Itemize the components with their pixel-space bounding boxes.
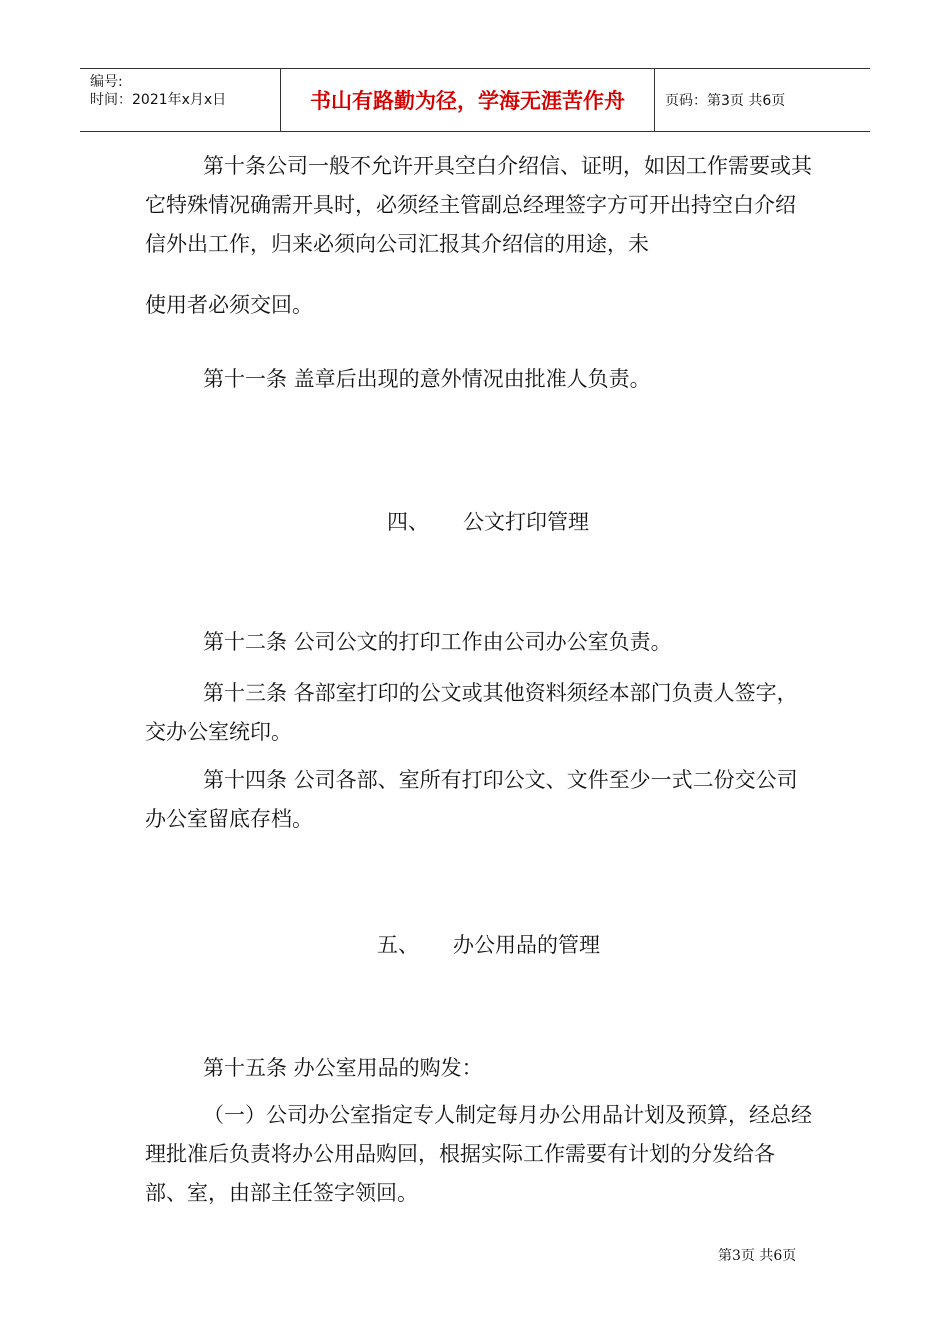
section-5-title: 办公用品的管理 — [453, 933, 600, 957]
page-header — [80, 68, 870, 132]
header-page-info: 页码：第3页 共6页 — [665, 93, 786, 109]
article-10-paragraph — [145, 147, 815, 264]
article-10-text: 第十条公司一般不允许开具空白介绍信、证明，如因工作需要或其它特殊情况确需开具时，必须经主管副总经理签字方可开出持空白介绍信外出工作，归来必须向公司汇报其介绍信的用途，未 — [145, 154, 812, 256]
article-14-paragraph — [145, 761, 815, 839]
section-4-number: 四、 — [387, 510, 429, 534]
footer-page-number: 第3页 共6页 — [718, 1248, 797, 1264]
article-13-paragraph — [145, 674, 815, 752]
article-15-item-1-text: （一）公司办公室指定专人制定每月办公用品计划及预算，经总经理批准后负责将办公用品购回，根据实际工作需要有计划的分发给各部、室，由部主任签字领回。 — [145, 1103, 812, 1205]
serial-label: 编号: — [90, 74, 123, 90]
article-10-continued: 使用者必须交回。 — [145, 293, 313, 317]
header-motto: 书山有路勤为径，学海无涯苦作舟 — [281, 69, 655, 131]
article-15-item-1 — [145, 1096, 815, 1213]
article-13-text: 第十三条 各部室打印的公文或其他资料须经本部门负责人签字，交办公室统印。 — [145, 681, 798, 744]
section-5-number: 五、 — [377, 933, 419, 957]
article-15-text: 第十五条 办公室用品的购发： — [203, 1056, 483, 1080]
article-11-text: 第十一条 盖章后出现的意外情况由批准人负责。 — [203, 367, 651, 391]
section-4-title: 公文打印管理 — [463, 510, 589, 534]
header-meta-cell — [80, 69, 281, 131]
article-12-text: 第十二条 公司公文的打印工作由公司办公室负责。 — [203, 630, 672, 654]
article-11-paragraph — [145, 360, 815, 399]
article-14-text: 第十四条 公司各部、室所有打印公文、文件至少一式二份交公司办公室留底存档。 — [145, 768, 798, 831]
time-label: 时间：2021年x月x日 — [90, 92, 227, 108]
article-15-paragraph — [145, 1049, 815, 1088]
article-12-paragraph — [145, 623, 815, 662]
